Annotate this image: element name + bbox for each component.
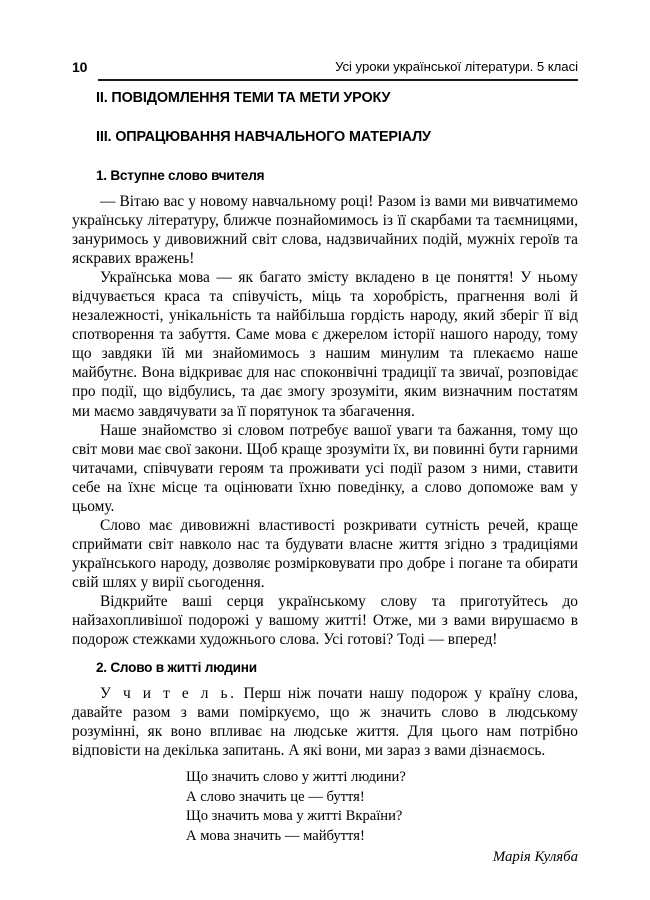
paragraph-open-your-hearts: Відкрийте ваші серця українському слову та приготуйтесь до найзахопливішої подорожі у вашому житті! Отже, ми з вами вирушаємо в подорож стежками художнього слова. Усі готові? Тоді — вперед! <box>72 592 578 649</box>
paragraph-acquaintance-with-word: Наше знайомство зі словом потребує вашої уваги та бажання, тому що світ мови має свої закони. Щоб краще зрозуміти їх, ви повинні бути гарними читачами, співчувати героям та проживати усі події разом з ними, ставити себе на їхнє місце та оцінювати їхню поведінку, а слово допоможе вам у цьому. <box>72 421 578 515</box>
spacer <box>72 677 578 684</box>
running-head <box>72 58 578 84</box>
heading-section-iii: III. ОПРАЦЮВАННЯ НАВЧАЛЬНОГО МАТЕРІАЛУ <box>96 129 431 145</box>
paragraph-teacher-speech <box>72 684 578 760</box>
spacer <box>72 108 578 127</box>
speaker-text: Перш ніж почати нашу подорож у країну слова, давайте разом з вами поміркуємо, що ж значить слово в людському розумінні, як воно впливає на людське життя. Для цього нам потрібно відповісти на декілька запитань. А які вони, ми зараз з вами дізнаємось. <box>72 685 579 760</box>
spacer <box>72 185 578 192</box>
running-title: Усі уроки української літератури. 5 класі <box>335 59 578 74</box>
spacer <box>72 649 578 658</box>
speaker-label: У ч и т е л ь. <box>100 685 237 703</box>
spacer <box>72 760 578 768</box>
heading-subsection-2: 2. Слово в житті людини <box>96 660 257 676</box>
page-content <box>72 88 578 868</box>
paragraph-intro-greeting: — Вітаю вас у новому навчальному році! Разом із вами ми вивчатимемо українську літературу, ближче познайомимось із її скарбами та таємницями, зануримось у дивовижний світ слова, надзвичайних подій, мужніх героїв та яскравих вражень! <box>72 193 578 268</box>
verse-line: Що значить слово у житті людини? <box>186 769 406 786</box>
verse-block <box>186 768 578 846</box>
page-number: 10 <box>72 59 88 75</box>
heading-section-ii: II. ПОВІДОМЛЕННЯ ТЕМИ ТА МЕТИ УРОКУ <box>96 90 391 106</box>
paragraph-ukrainian-language: Українська мова — як багато змісту вкладено в це поняття! У ньому відчувається краса та співучість, міць та хоробрість, прагнення волі й незалежності, унікальність та найбільша гордість народу, який зберіг її від спотворення та забуття. Саме мова є джерелом історії нашого народу, тому що завдяки їй ми знайомимось з нашим минулим та плекаємо наше майбутнє. Вона відкриває для нас споконвічні традиції та звичаї, розповідає про події, що відбулись, та дає змогу зрозуміти, яким визначним постатям ми маємо завдячувати за її порятунок та збагачення. <box>72 269 578 420</box>
verse-line: А мова значить — майбуття! <box>186 827 365 844</box>
verse-line: А слово значить це — буття! <box>186 788 365 805</box>
verse-line: Що значить мова у житті Вкраїни? <box>186 808 403 825</box>
heading-subsection-1: 1. Вступне слово вчителя <box>96 168 265 183</box>
spacer <box>72 147 578 166</box>
paragraph-word-properties: Слово має дивовижні властивості розкривати сутність речей, краще сприймати світ навколо нас та будувати власне життя згідно з традиціями українського народу, дозволяє розмірковувати про добре і погане та обирати свій шлях у вирії сьогодення. <box>72 516 578 591</box>
header-rule <box>98 79 578 81</box>
verse-attribution: Марія Куляба <box>492 848 578 865</box>
